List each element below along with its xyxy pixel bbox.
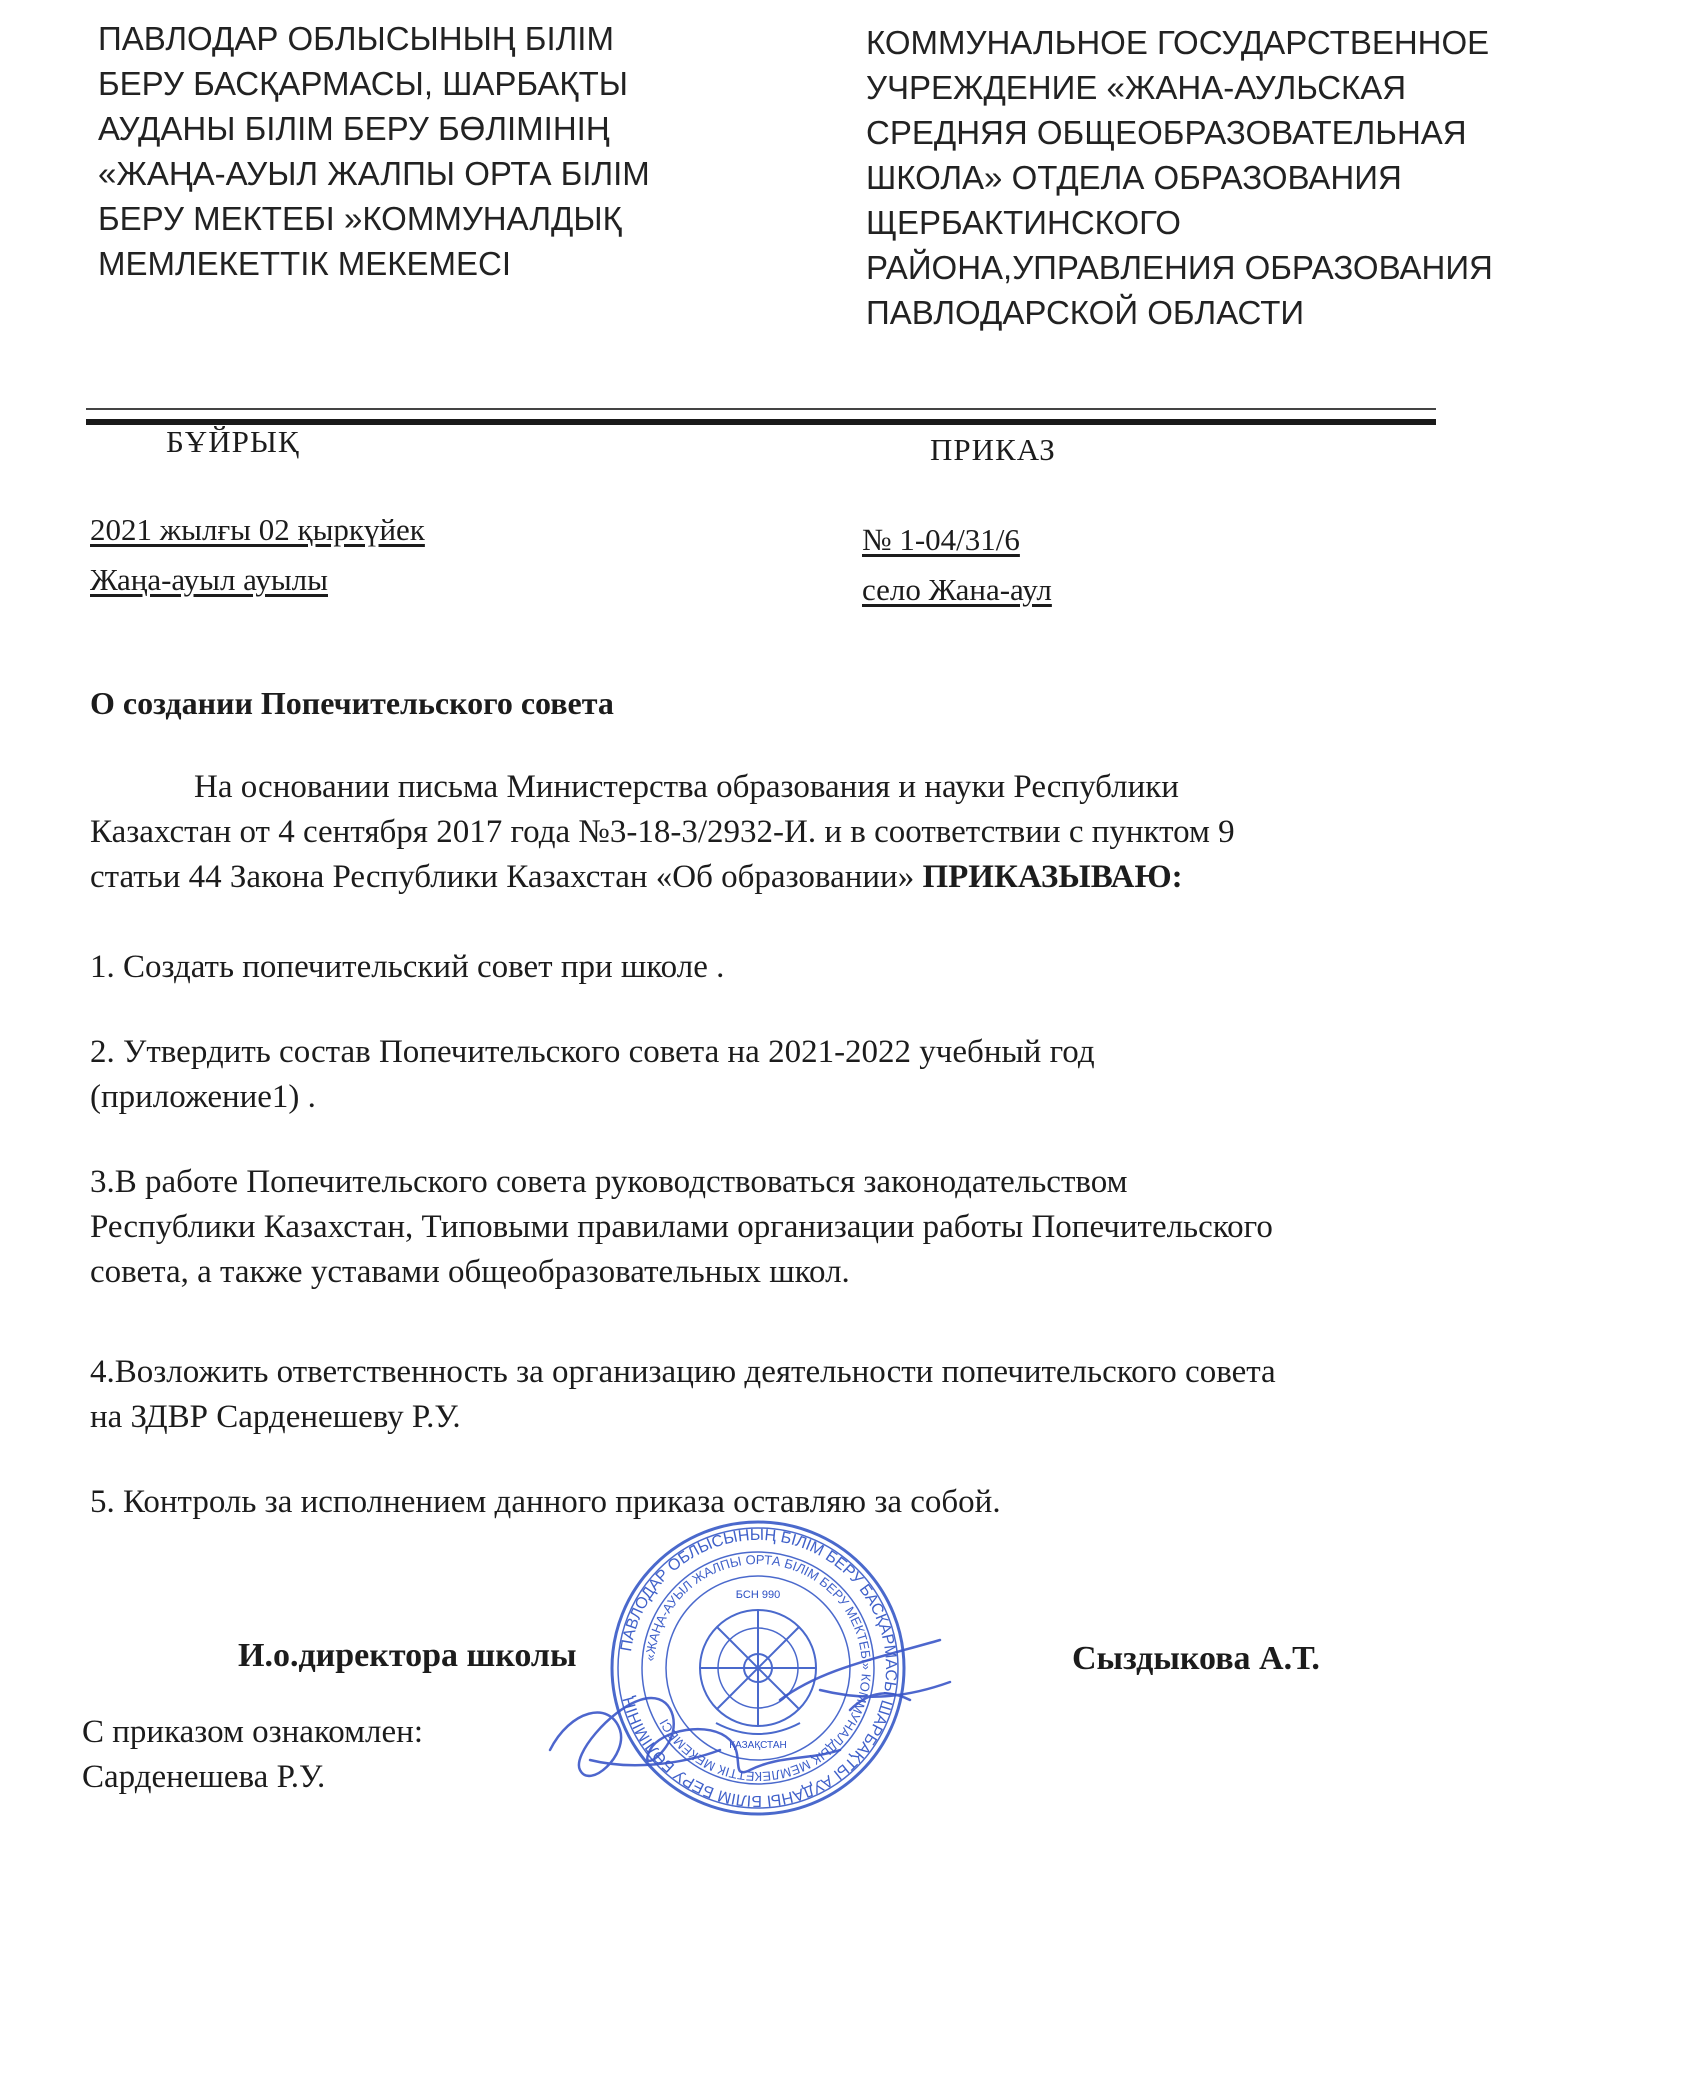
order-number: № 1-04/31/6 <box>862 522 1020 557</box>
item-line: 1. Создать попечительский совет при школе . <box>90 949 725 985</box>
signatory-name: Сыздыкова А.Т. <box>1072 1640 1320 1677</box>
item-line: (приложение1) . <box>90 1079 316 1115</box>
item-line: 4.Возложить ответственность за организацию деятельности попечительского совета <box>90 1354 1276 1390</box>
header-left-line: «ЖАҢА-АУЫЛ ЖАЛПЫ ОРТА БІЛІМ <box>98 155 650 192</box>
acquaintance-name: Сарденешева Р.У. <box>82 1759 326 1795</box>
meta-left <box>90 505 425 605</box>
preamble <box>90 765 1235 900</box>
header-right-line: СРЕДНЯЯ ОБЩЕОБРАЗОВАТЕЛЬНАЯ <box>866 114 1467 151</box>
preamble-line-last <box>90 855 1235 900</box>
preamble-command: ПРИКАЗЫВАЮ: <box>922 859 1183 895</box>
header-left-kz <box>98 16 650 286</box>
item-line: совета, а также уставами общеобразовательных школ. <box>90 1254 850 1290</box>
doc-type-kz: БҰЙРЫҚ <box>166 424 300 459</box>
header-right-line: РАЙОНА,УПРАВЛЕНИЯ ОБРАЗОВАНИЯ <box>866 249 1493 286</box>
order-title: О создании Попечительского совета <box>90 685 614 721</box>
order-item-1 <box>90 945 724 990</box>
item-line: Республики Казахстан, Типовыми правилами организации работы Попечительского <box>90 1209 1273 1245</box>
handwritten-signature <box>520 1630 1060 1830</box>
order-date: 2021 жылғы 02 қыркүйек <box>90 512 425 547</box>
item-line: на ЗДВР Сарденешеву Р.У. <box>90 1399 461 1435</box>
header-right-line: ЩЕРБАКТИНСКОГО <box>866 204 1181 241</box>
header-left-line: БЕРУ МЕКТЕБІ »КОММУНАЛДЫҚ <box>98 200 622 237</box>
stamp-inner-textpath: «ЖАҢА-АУЫЛ ЖАЛПЫ ОРТА БІЛІМ БЕРУ МЕКТЕБІ» КОММУНАЛДЫҚ МЕМЛЕКЕТТІК МЕКЕМЕСІ <box>642 1551 875 1785</box>
preamble-line: Казахстан от 4 сентября 2017 года №3-18-3/2932-И. и в соответствии с пунктом 9 <box>90 814 1235 850</box>
stamp-center-text: ҚАЗАҚСТАН <box>729 1740 787 1751</box>
header-right-line: ШКОЛА» ОТДЕЛА ОБРАЗОВАНИЯ <box>866 159 1402 196</box>
meta-right <box>862 515 1052 615</box>
doc-type-ru: ПРИКАЗ <box>930 432 1056 467</box>
preamble-line: На основании письма Министерства образования и науки Республики <box>194 769 1179 805</box>
header-left-line: МЕМЛЕКЕТТІК МЕКЕМЕСІ <box>98 245 511 282</box>
header-right-line: УЧРЕЖДЕНИЕ «ЖАНА-АУЛЬСКАЯ <box>866 69 1407 106</box>
order-item-4 <box>90 1350 1276 1440</box>
header-left-line: АУДАНЫ БІЛІМ БЕРУ БӨЛІМІНІҢ <box>98 110 610 147</box>
header-divider-thin <box>86 408 1436 410</box>
order-place-kz: Жаңа-ауыл ауылы <box>90 562 328 597</box>
stamp-outer-textpath: ПАВЛОДАР ОБЛЫСЫНЫҢ БІЛІМ БЕРУ БАСҚАРМАСЫ ШАРБАҚТЫ АУДАНЫ БІЛІМ БЕРУ БӨЛІМІНІҢ <box>618 1526 900 1810</box>
item-line: 2. Утвердить состав Попечительского совета на 2021-2022 учебный год <box>90 1034 1095 1070</box>
acquaintance-label: С приказом ознакомлен: <box>82 1714 424 1750</box>
header-left-line: ПАВЛОДАР ОБЛЫСЫНЫҢ БІЛІМ <box>98 20 614 57</box>
item-line: 5. Контроль за исполнением данного приказа оставляю за собой. <box>90 1484 1001 1520</box>
order-place-ru: село Жана-аул <box>862 572 1052 607</box>
header-right-line: ПАВЛОДАРСКОЙ ОБЛАСТИ <box>866 294 1305 331</box>
header-left-line: БЕРУ БАСҚАРМАСЫ, ШАРБАҚТЫ <box>98 65 628 102</box>
header-right-line: КОММУНАЛЬНОЕ ГОСУДАРСТВЕННОЕ <box>866 24 1490 61</box>
signatory-position: И.о.директора школы <box>238 1637 577 1674</box>
order-item-2 <box>90 1030 1095 1120</box>
preamble-line-text: статьи 44 Закона Республики Казахстан «Об образовании» <box>90 859 915 895</box>
item-line: 3.В работе Попечительского совета руководствоваться законодательством <box>90 1164 1128 1200</box>
header-right-ru <box>866 20 1493 335</box>
stamp-bin: БСН 990 <box>735 1589 781 1601</box>
acquaintance-block <box>82 1710 423 1800</box>
order-item-3 <box>90 1160 1273 1295</box>
